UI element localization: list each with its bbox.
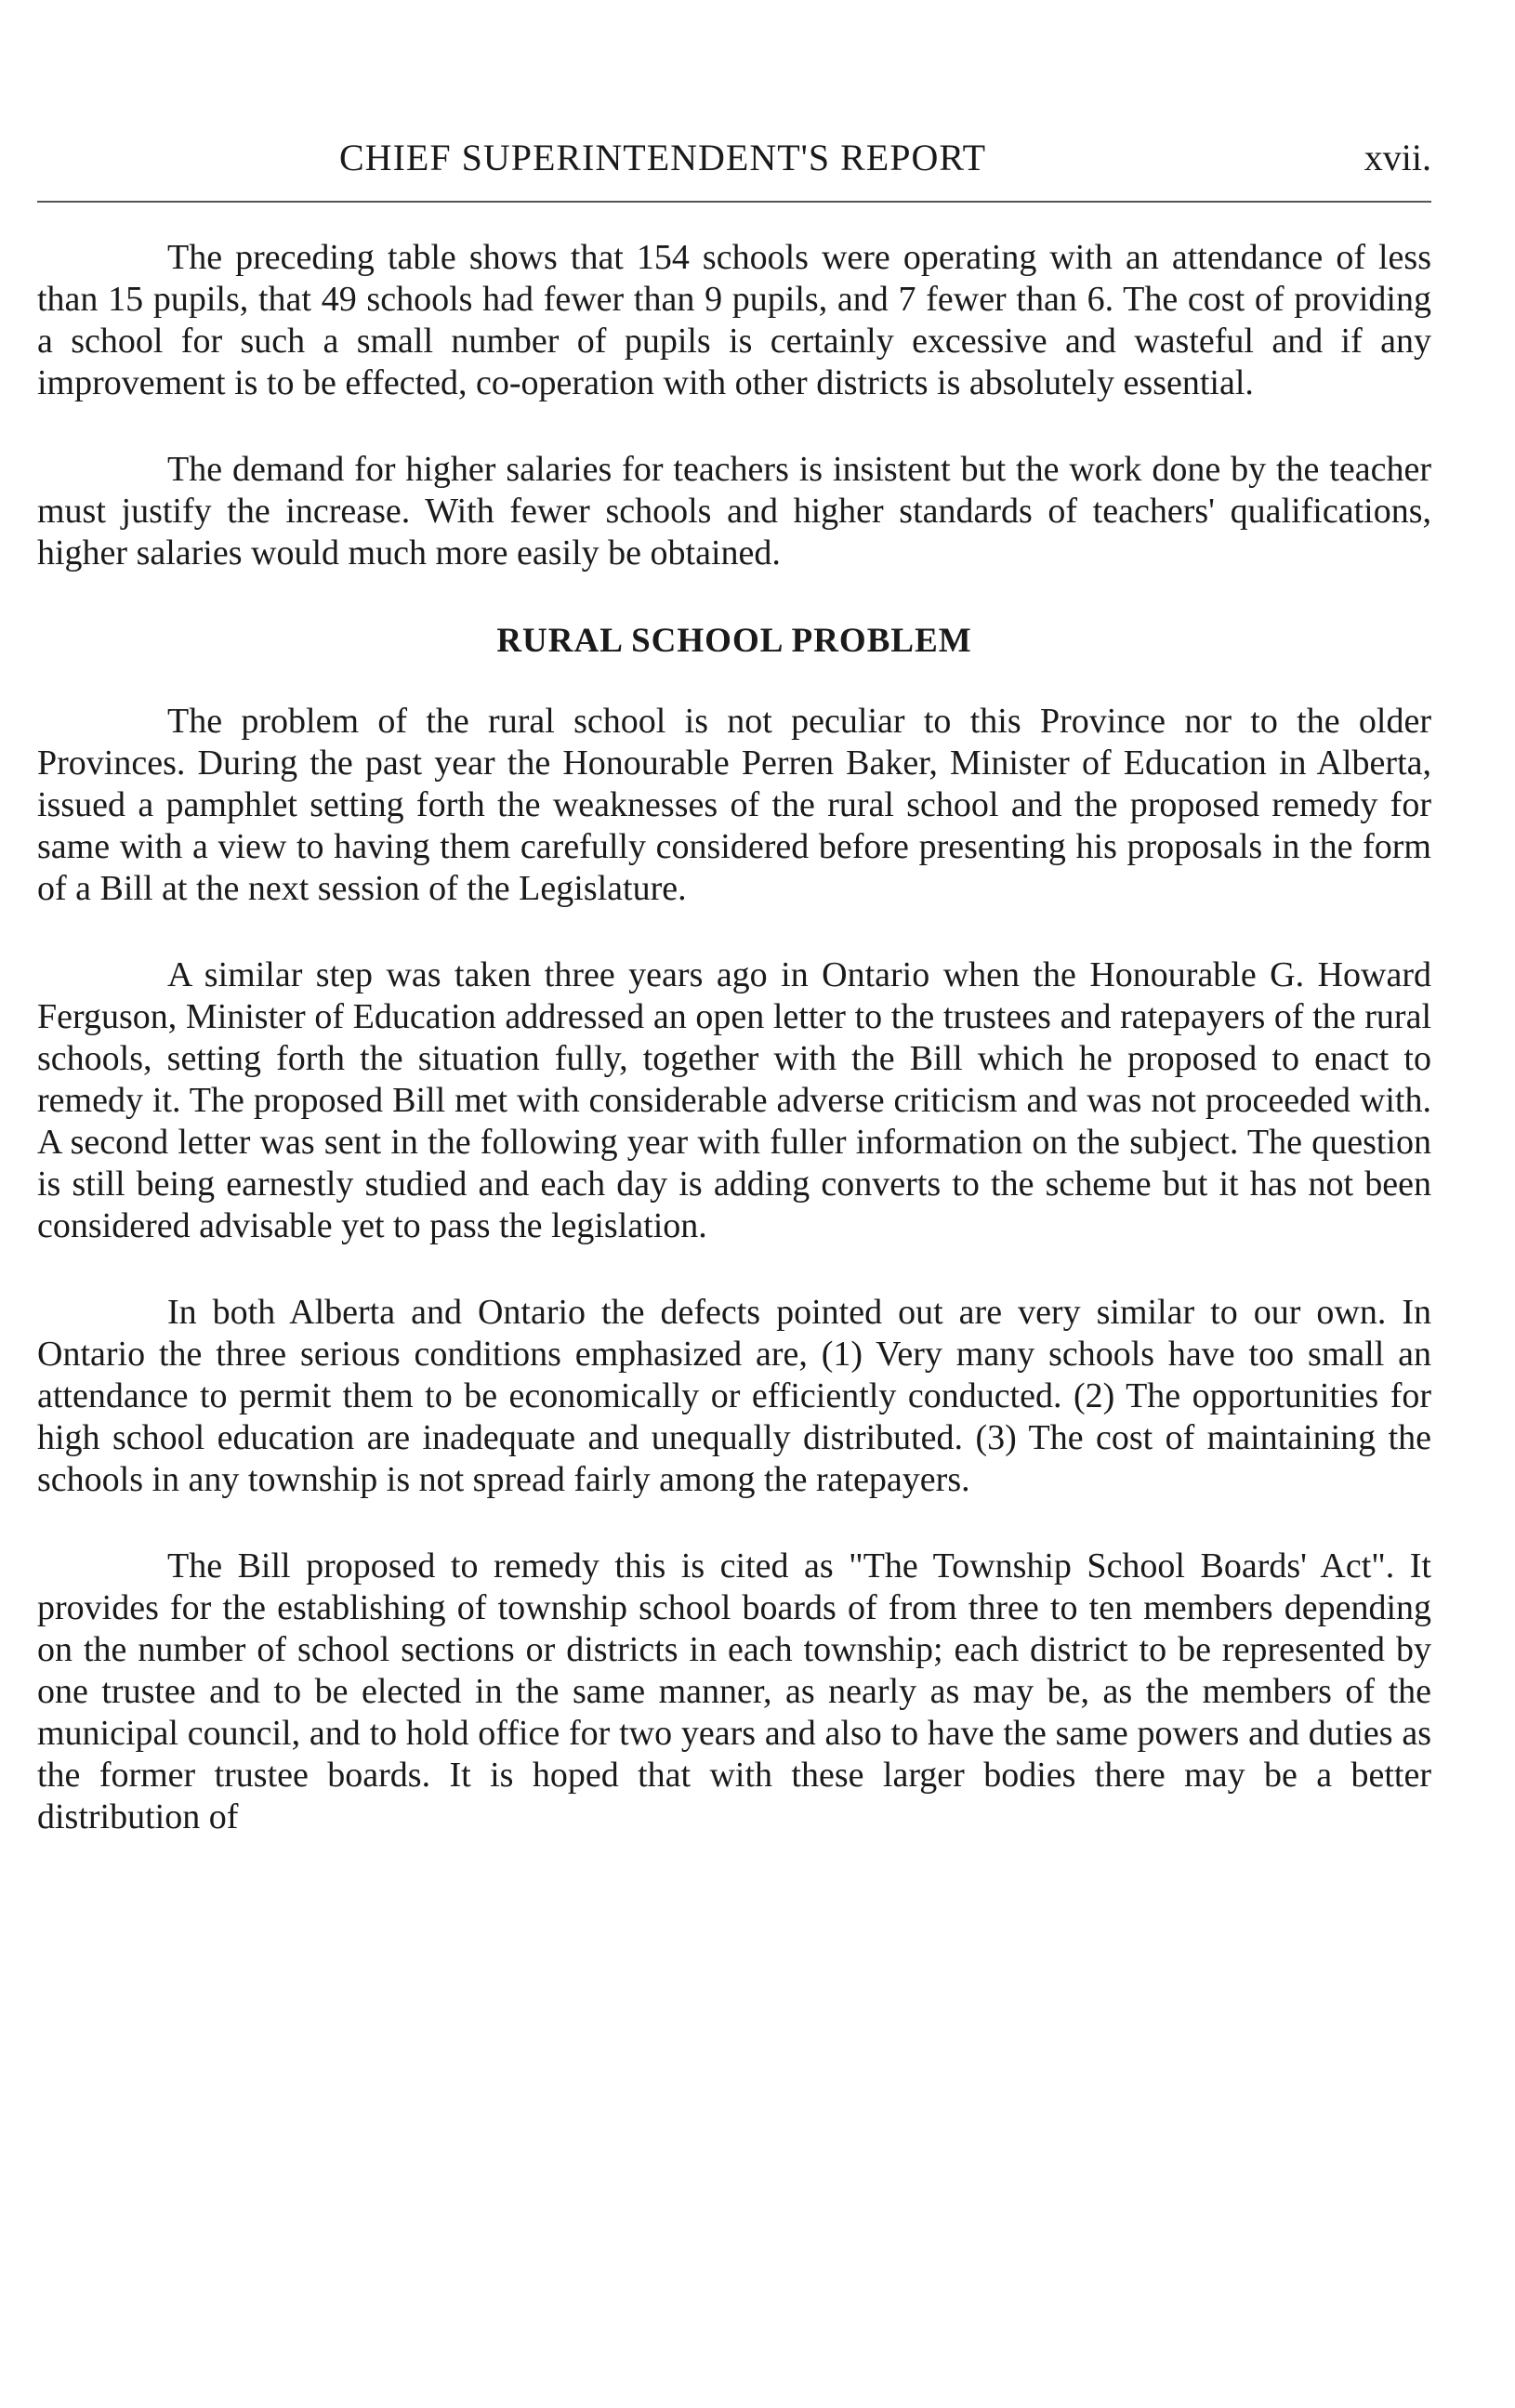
page-header (37, 130, 1431, 186)
running-title: CHIEF SUPERINTENDENT'S REPORT (339, 137, 987, 178)
header-rule (37, 201, 1431, 203)
paragraph-township-act: The Bill proposed to remedy this is cited as "The Township School Boards' Act". It provides for the establishing of township school boards of from three to ten members depending on the number of school sections or districts in each township; each district to be represented by one trustee and to be elected in the same manner, as nearly as may be, as the members of the municipal council, and to hold office for two years and also to have the same powers and duties as the former trustee boards. It is hoped that with these larger bodies there may be a better distribution of (37, 1546, 1431, 1836)
page-number: xvii. (1364, 137, 1431, 178)
section-heading-rural-school-problem: RURAL SCHOOL PROBLEM (496, 622, 972, 660)
body-text (37, 237, 1431, 1883)
paragraph-teacher-salaries: The demand for higher salaries for teachers is insistent but the work done by the teacher must justify the increase. With fewer schools and higher standards of teachers' qualifications, higher salaries would much more easily be obtained. (37, 450, 1431, 572)
paragraph-ontario-letter: A similar step was taken three years ago in Ontario when the Honourable G. Howard Ferguson, Minister of Education addressed an open letter to the trustees and ratepayers of the rural schools, setting forth the situation fully, together with the Bill which he proposed to enact to remedy it. The proposed Bill met with considerable adverse criticism and was not proceeded with. A second letter was sent in the following year with fuller information on the subject. The question is still being earnestly studied and each day is adding converts to the scheme but it has not been considered advisable yet to pass the legislation. (37, 955, 1431, 1245)
paragraph-small-schools: The preceding table shows that 154 schools were operating with an attendance of less than 15 pupils, that 49 schools had fewer than 9 pupils, and 7 fewer than 6. The cost of providing a school for such a small number of pupils is certainly excessive and wasteful and if any improvement is to be effected, co-operation with other districts is absolutely essential. (37, 238, 1431, 402)
paragraph-alberta-pamphlet: The problem of the rural school is not peculiar to this Province nor to the older Provinces. During the past year the Honourable Perren Baker, Minister of Education in Alberta, issued a pamphlet setting forth the weaknesses of the rural school and the proposed remedy for same with a view to having them carefully considered before presenting his proposals in the form of a Bill at the next session of the Legislature. (37, 702, 1431, 908)
paragraph-defects: In both Alberta and Ontario the defects pointed out are very similar to our own. In Ontario the three serious conditions emphasized are, (1) Very many schools have too small an attendance to permit them to be economically or efficiently conducted. (2) The opportunities for high school education are inadequate and unequally distributed. (3) The cost of maintaining the schools in any township is not spread fairly among the ratepayers. (37, 1293, 1431, 1499)
